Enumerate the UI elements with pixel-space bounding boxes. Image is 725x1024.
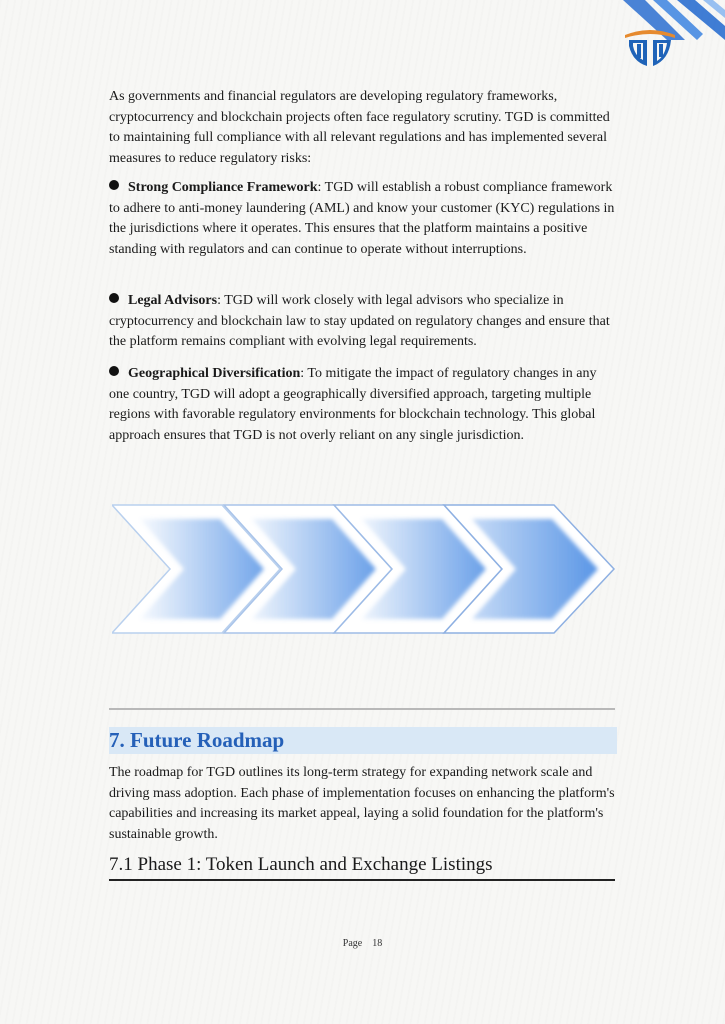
bullet-geography xyxy=(109,364,617,446)
intro-paragraph: As governments and financial regulators are developing regulatory frameworks, cryptocurrency and blockchain projects often face regulatory scrutiny. TGD is committed to maintaining full compliance with all relevant regulations and has implemented several measures to reduce regulatory risks: xyxy=(109,89,610,166)
bullet-title: Strong Compliance Framework xyxy=(128,180,318,195)
bullet-text: : TGD will work closely with legal advisors who specialize in cryptocurrency and blockchain law to stay updated on regulatory changes and ensure that the platform remains compliant with evolving legal requirements. xyxy=(109,293,610,350)
section-heading-text: 7. Future Roadmap xyxy=(109,728,285,752)
section-heading xyxy=(109,727,617,754)
roadmap-paragraph: The roadmap for TGD outlines its long-term strategy for expanding network scale and driving mass adoption. Each phase of implementation focuses on enhancing the platform's capabilities and increasing its market appeal, laying a solid foundation for the platform's sustainable growth. xyxy=(109,765,615,842)
page-footer xyxy=(0,938,725,949)
bullet-dot-icon xyxy=(109,180,119,190)
page-number: 18 xyxy=(372,938,383,949)
section-divider xyxy=(109,708,615,710)
phase-subheading: 7.1 Phase 1: Token Launch and Exchange Listings xyxy=(109,852,615,881)
bullet-compliance xyxy=(109,178,617,260)
chevron-process-graphic xyxy=(112,503,618,635)
page-label: Page xyxy=(342,938,363,949)
bullet-title: Legal Advisors xyxy=(128,293,218,308)
bullet-text: : TGD will establish a robust compliance framework to adhere to anti-money laundering (AML) and know your customer (KYC) regulations in the jurisdictions where it operates. This ensures that the platform maintains a positive standing with regulators and can continue to operate without interruptions. xyxy=(109,180,615,257)
bullet-dot-icon xyxy=(109,293,119,303)
bullet-dot-icon xyxy=(109,366,119,376)
bullet-title: Geographical Diversification xyxy=(128,366,301,381)
bullet-legal xyxy=(109,291,617,353)
tgd-logo-icon xyxy=(621,26,679,70)
bullet-text: : To mitigate the impact of regulatory changes in any one country, TGD will adopt a geographically diversified approach, targeting multiple regions with favorable regulatory environments for blockchain technology. This global approach ensures that TGD is not overly reliant on any single jurisdiction. xyxy=(109,366,597,443)
